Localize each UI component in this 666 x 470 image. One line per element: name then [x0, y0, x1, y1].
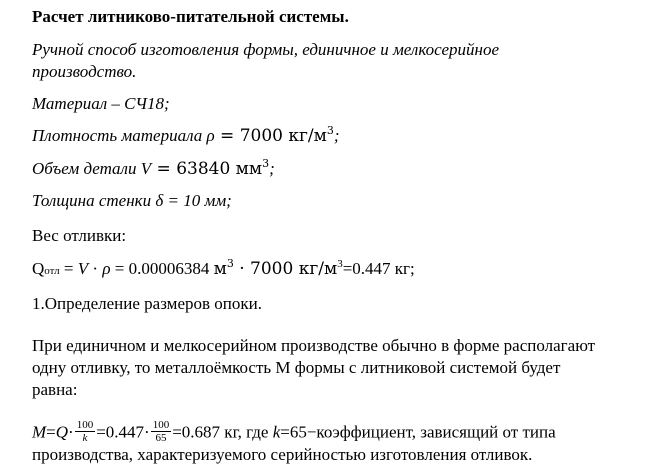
density-exp: 3	[326, 124, 334, 137]
formula-mid: =0.447·	[96, 422, 150, 442]
weight-unit1: м	[213, 259, 227, 279]
formula-dot1: ·	[68, 422, 74, 442]
volume-symbol: V	[140, 159, 152, 178]
last-line: производства, характеризуемого серийностью изготовления отливок.	[32, 445, 533, 464]
weight-eq2: = 0.00006384	[110, 259, 214, 278]
volume-end: ;	[269, 159, 275, 178]
density-line	[32, 125, 340, 147]
density-symbol: ρ	[206, 126, 215, 145]
weight-eq1: =	[59, 259, 78, 278]
weight-unit1-exp: 3	[226, 257, 234, 270]
formula-eq1: =	[46, 422, 56, 442]
wall-thickness-line: Толщина стенки δ = 10 мм;	[32, 191, 232, 210]
volume-value: 63840 мм	[176, 159, 263, 179]
weight-dot2: ·	[233, 259, 251, 279]
weight-rho: ρ	[102, 259, 111, 278]
paragraph-line-3: равна:	[32, 380, 78, 399]
density-end: ;	[333, 126, 340, 145]
section-1-heading: 1.Определение размеров опоки.	[32, 294, 262, 313]
paragraph-line-2: одну отливку, то металлоёмкость М формы с литниковой системой будет	[32, 358, 561, 377]
formula-fraction-1	[75, 419, 96, 444]
density-label: Плотность материала	[32, 126, 207, 145]
formula-m: M	[32, 422, 47, 442]
weight-unit2: 7000 кг/м	[250, 259, 338, 279]
weight-q-sub: отл	[44, 265, 60, 277]
formula-result: =0.687 кг, где	[172, 422, 273, 442]
intro-line-1: Ручной способ изготовления формы, единичное и мелкосерийное	[32, 40, 499, 59]
density-eq: =	[214, 126, 240, 146]
weight-heading: Вес отливки:	[32, 226, 127, 245]
fraction-1-denominator: k	[82, 432, 88, 444]
volume-line	[32, 158, 275, 180]
formula-fraction-2	[151, 419, 172, 444]
formula-q: Q	[55, 422, 69, 442]
weight-unit2-exp: 3	[337, 258, 343, 270]
weight-v: V	[77, 259, 89, 278]
fraction-2-numerator: 100	[152, 419, 170, 431]
weight-result: =0.447 кг;	[342, 259, 415, 278]
volume-exp: 3	[262, 157, 270, 170]
paragraph-line-1: При единичном и мелкосерийном производстве обычно в форме располагают	[32, 336, 596, 355]
weight-formula	[32, 258, 415, 282]
weight-q: Q	[32, 259, 45, 278]
weight-dot1: ·	[88, 259, 103, 278]
intro-line-2: производство.	[32, 62, 137, 81]
material-line: Материал – СЧ18;	[32, 94, 170, 113]
metal-capacity-formula	[32, 421, 556, 446]
volume-eq: =	[151, 159, 177, 179]
formula-k: k	[272, 422, 281, 442]
fraction-2-denominator: 65	[155, 432, 167, 444]
density-value: 7000 кг/м	[239, 126, 327, 146]
section-title: Расчет литниково-питательной системы.	[32, 7, 349, 26]
formula-tail: =65−коэффициент, зависящий от типа	[280, 422, 556, 442]
volume-label: Объем детали	[32, 159, 141, 178]
fraction-1-numerator: 100	[76, 419, 94, 431]
